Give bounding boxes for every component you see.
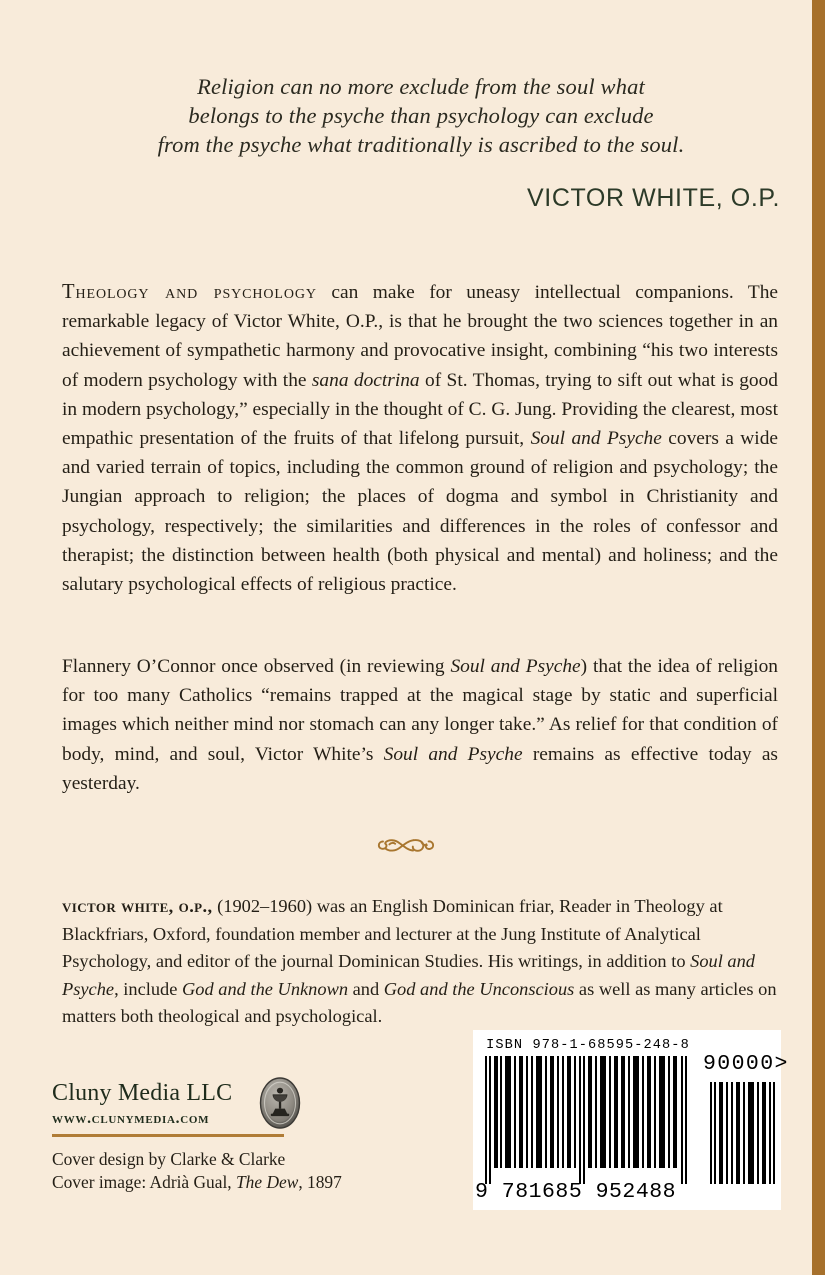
cover-image-title: The Dew (236, 1172, 299, 1193)
bio-text-a: (1902–1960) was an English Dominican friar, Reader in Theology at Blackfriars, Oxford, foundation member and lecturer at the Jung Institute of Analytical Psychology, and editor of the journal Dominican Studies. His writings, in addition to (62, 896, 723, 972)
section-divider-ornament (0, 832, 812, 858)
paragraph-1-text-a: can make for uneasy intellectual companions. The remarkable legacy of Victor White, O.P., is that he brought the two sciences together in an achievement of sympathetic harmony and provocative insight, combining “his two interests of modern psychology with the (62, 282, 779, 391)
decorative-flourish-icon (375, 832, 437, 858)
epigraph-quote (62, 72, 780, 159)
bio-title-god-and-the-unconscious: God and the Unconscious (383, 978, 575, 999)
paragraph-2-text-a: Flannery O’Connor once observed (in reviewing (62, 656, 451, 677)
price-addon-digits: 90000> (703, 1052, 789, 1076)
cover-image-credit-suffix: , 1897 (298, 1172, 342, 1193)
description-paragraph-1 (62, 278, 778, 599)
title-soul-and-psyche-2: Soul and Psyche (450, 656, 581, 677)
ean13-barcode (483, 1056, 695, 1184)
ean5-addon-barcode (709, 1082, 777, 1184)
chalice-medallion-icon (259, 1077, 301, 1129)
title-soul-and-psyche-3: Soul and Psyche (383, 743, 523, 765)
epigraph-line-3: from the psyche what traditionally is ascribed to the soul. (157, 132, 685, 157)
chalice-medallion-logo (259, 1077, 301, 1129)
cover-design-credit: Cover design by Clarke & Clarke (52, 1149, 286, 1169)
bio-text-b: , include (114, 978, 183, 999)
bio-text-d: as well as many articles on matters both theological and psychological. (62, 978, 777, 1027)
title-soul-and-psyche-1: Soul and Psyche (530, 428, 662, 450)
author-biography (62, 893, 778, 1031)
ean13-digits: 9 781685 952488 (475, 1180, 677, 1204)
paragraph-1-text-b: of St. Thomas, trying to sift out what is good in modern psychology,” especially in the thought of C. G. Jung. Providing the clearest, most empathic presentation of the fruits of that lifelong pursuit, (62, 369, 778, 450)
bio-text-c: and (348, 978, 384, 999)
cover-image-credit (52, 1171, 392, 1194)
paragraph-opening-smallcaps: Theology and psychology (62, 281, 317, 303)
description-paragraph-2 (62, 652, 778, 798)
title-sana-doctrina: sana doctrina (311, 369, 420, 391)
bio-title-soul-and-psyche: Soul and Psyche (62, 951, 756, 999)
bio-title-god-and-the-unknown: God and the Unknown (182, 978, 349, 999)
publisher-divider-rule (52, 1134, 284, 1137)
cover-credits (52, 1148, 392, 1195)
publisher-name: Cluny Media LLC (52, 1080, 233, 1106)
cover-image-credit-prefix: Cover image: Adrià Gual, (52, 1172, 237, 1193)
paragraph-2-text-c: remains as effective today as yesterday. (62, 743, 778, 794)
barcode-panel (473, 1030, 789, 1210)
epigraph-attribution: VICTOR WHITE, O.P. (527, 184, 780, 212)
epigraph-line-1: Religion can no more exclude from the soul what (197, 74, 645, 99)
paragraph-2-text-b: ) that the idea of religion for too many Catholics “remains trapped at the magical stage by static and superficial images which neither mind nor stomach can any longer take.” As relief for that condition of body, mind, and soul, Victor White’s (62, 656, 778, 765)
epigraph-line-2: belongs to the psyche than psychology can exclude (188, 103, 654, 128)
author-name-smallcaps: victor white, o.p., (62, 896, 213, 916)
paragraph-1-text-c: covers a wide and varied terrain of topics, including the common ground of religion and psychology; the Jungian approach to religion; the places of dogma and symbol in Christianity and psychology, respectively; the similarities and differences in the roles of confessor and therapist; the distinction between health (both physical and mental) and holiness; and the salutary psychological effects of religious practice. (62, 428, 778, 596)
isbn-label: ISBN 978-1-68595-248-8 (486, 1038, 690, 1053)
publisher-website-url[interactable]: www.clunymedia.com (52, 1110, 210, 1127)
spine-edge-strip (812, 0, 825, 1275)
